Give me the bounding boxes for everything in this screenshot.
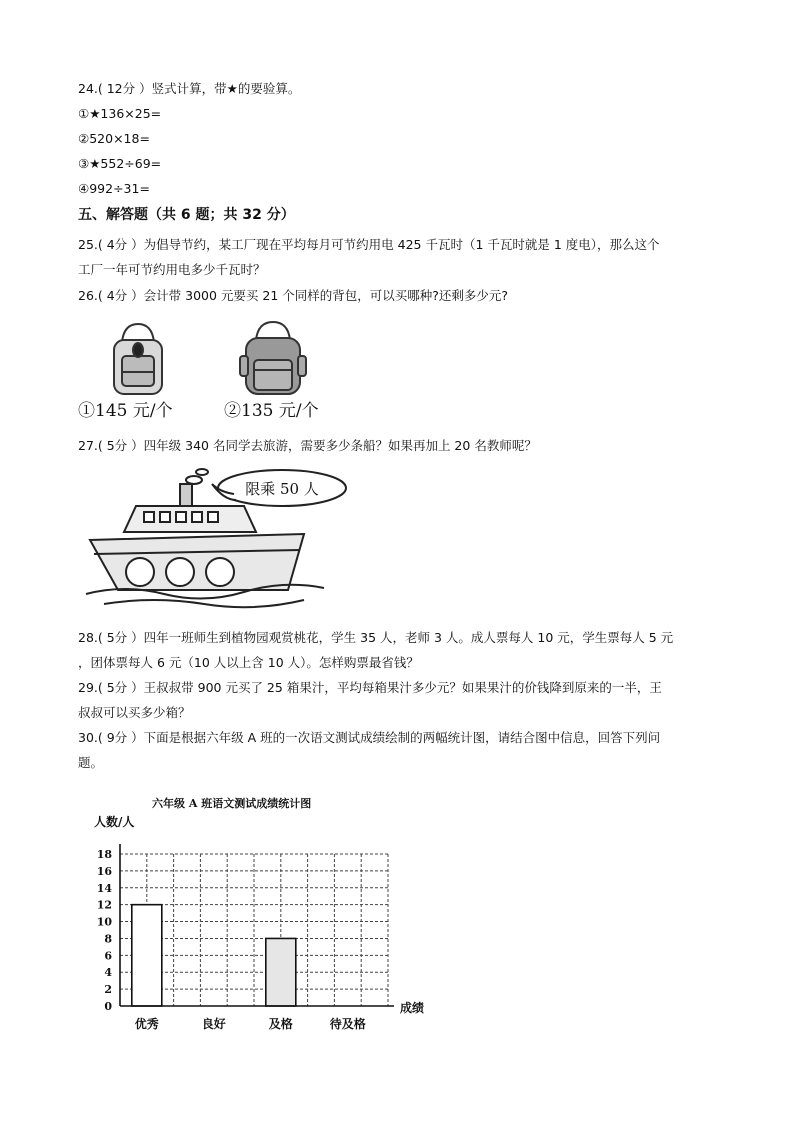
bar-chart bbox=[80, 828, 440, 1033]
x-tick-label: 及格 bbox=[268, 1017, 293, 1031]
q24-item-2: ②520×18= bbox=[78, 131, 150, 146]
backpack-icon bbox=[114, 324, 162, 394]
x-tick-label: 良好 bbox=[201, 1017, 226, 1031]
q24-item-1: ①★136×25= bbox=[78, 106, 162, 121]
y-axis-label: 人数/人 bbox=[94, 815, 135, 829]
y-tick-label: 2 bbox=[104, 983, 112, 997]
q25-line-2: 工厂一年可节约用电多少千瓦时？ bbox=[78, 262, 266, 277]
y-tick-label: 18 bbox=[96, 848, 112, 861]
q25-line-1: 25.( 4分 ）为倡导节约，某工厂现在平均每月可节约用电 425 千瓦时（1 千瓦时就是 1 度电），那么这个 bbox=[78, 237, 660, 252]
q26-stem: 26.( 4分 ）会计带 3000 元要买 21 个同样的背包，可以买哪种?还剩多少元? bbox=[78, 288, 509, 303]
y-tick-label: 4 bbox=[104, 966, 112, 980]
y-tick-label: 0 bbox=[104, 1000, 112, 1013]
q30-line-1: 30.( 9分 ）下面是根据六年级 A 班的一次语文测试成绩绘制的两幅统计图，请结合图中信息，回答下列问 bbox=[78, 730, 661, 745]
y-tick-label: 8 bbox=[104, 932, 112, 946]
q29-line-2: 叔叔可以买多少箱？ bbox=[78, 705, 191, 720]
bar bbox=[266, 938, 296, 1006]
backpack-icon bbox=[240, 322, 306, 394]
q27-stem: 27.( 5分 ）四年级 340 名同学去旅游，需要多少条船？如果再加上 20 名教师呢？ bbox=[78, 438, 537, 453]
y-tick-label: 16 bbox=[96, 864, 112, 878]
x-tick-label: 待及格 bbox=[329, 1017, 366, 1031]
bar bbox=[132, 905, 162, 1006]
backpack-image bbox=[78, 312, 348, 422]
section-title: 五、解答题（共 6 题；共 32 分） bbox=[78, 207, 295, 223]
backpack-option-2: ②135 元/个 bbox=[224, 401, 319, 421]
q30-line-2: 题。 bbox=[78, 755, 104, 770]
q24-item-4: ④992÷31= bbox=[78, 181, 150, 196]
backpack-option-1: ①145 元/个 bbox=[78, 401, 173, 421]
y-tick-label: 14 bbox=[96, 881, 112, 895]
chart-title: 六年级 A 班语文测试成绩统计图 bbox=[152, 797, 312, 810]
ship-image bbox=[84, 462, 364, 612]
bubble-text: 限乘 50 人 bbox=[245, 480, 319, 498]
q24-stem: 24.( 12分 ）竖式计算，带★的要验算。 bbox=[78, 81, 301, 96]
q28-line-1: 28.( 5分 ）四年一班师生到植物园观赏桃花，学生 35 人，老师 3 人。成人票每人 10 元，学生票每人 5 元 bbox=[78, 630, 674, 645]
y-tick-label: 12 bbox=[96, 898, 112, 912]
x-tick-label: 优秀 bbox=[134, 1017, 159, 1031]
q24-item-3: ③★552÷69= bbox=[78, 156, 162, 171]
y-tick-label: 10 bbox=[96, 915, 112, 929]
y-tick-label: 6 bbox=[104, 949, 112, 963]
x-axis-label: 成绩 bbox=[400, 1001, 425, 1015]
q29-line-1: 29.( 5分 ）王叔叔带 900 元买了 25 箱果汁，平均每箱果汁多少元？如果果汁的价钱降到原来的一半，王 bbox=[78, 680, 662, 695]
q28-line-2: ，团体票每人 6 元（10 人以上含 10 人）。怎样购票最省钱？ bbox=[78, 655, 419, 670]
